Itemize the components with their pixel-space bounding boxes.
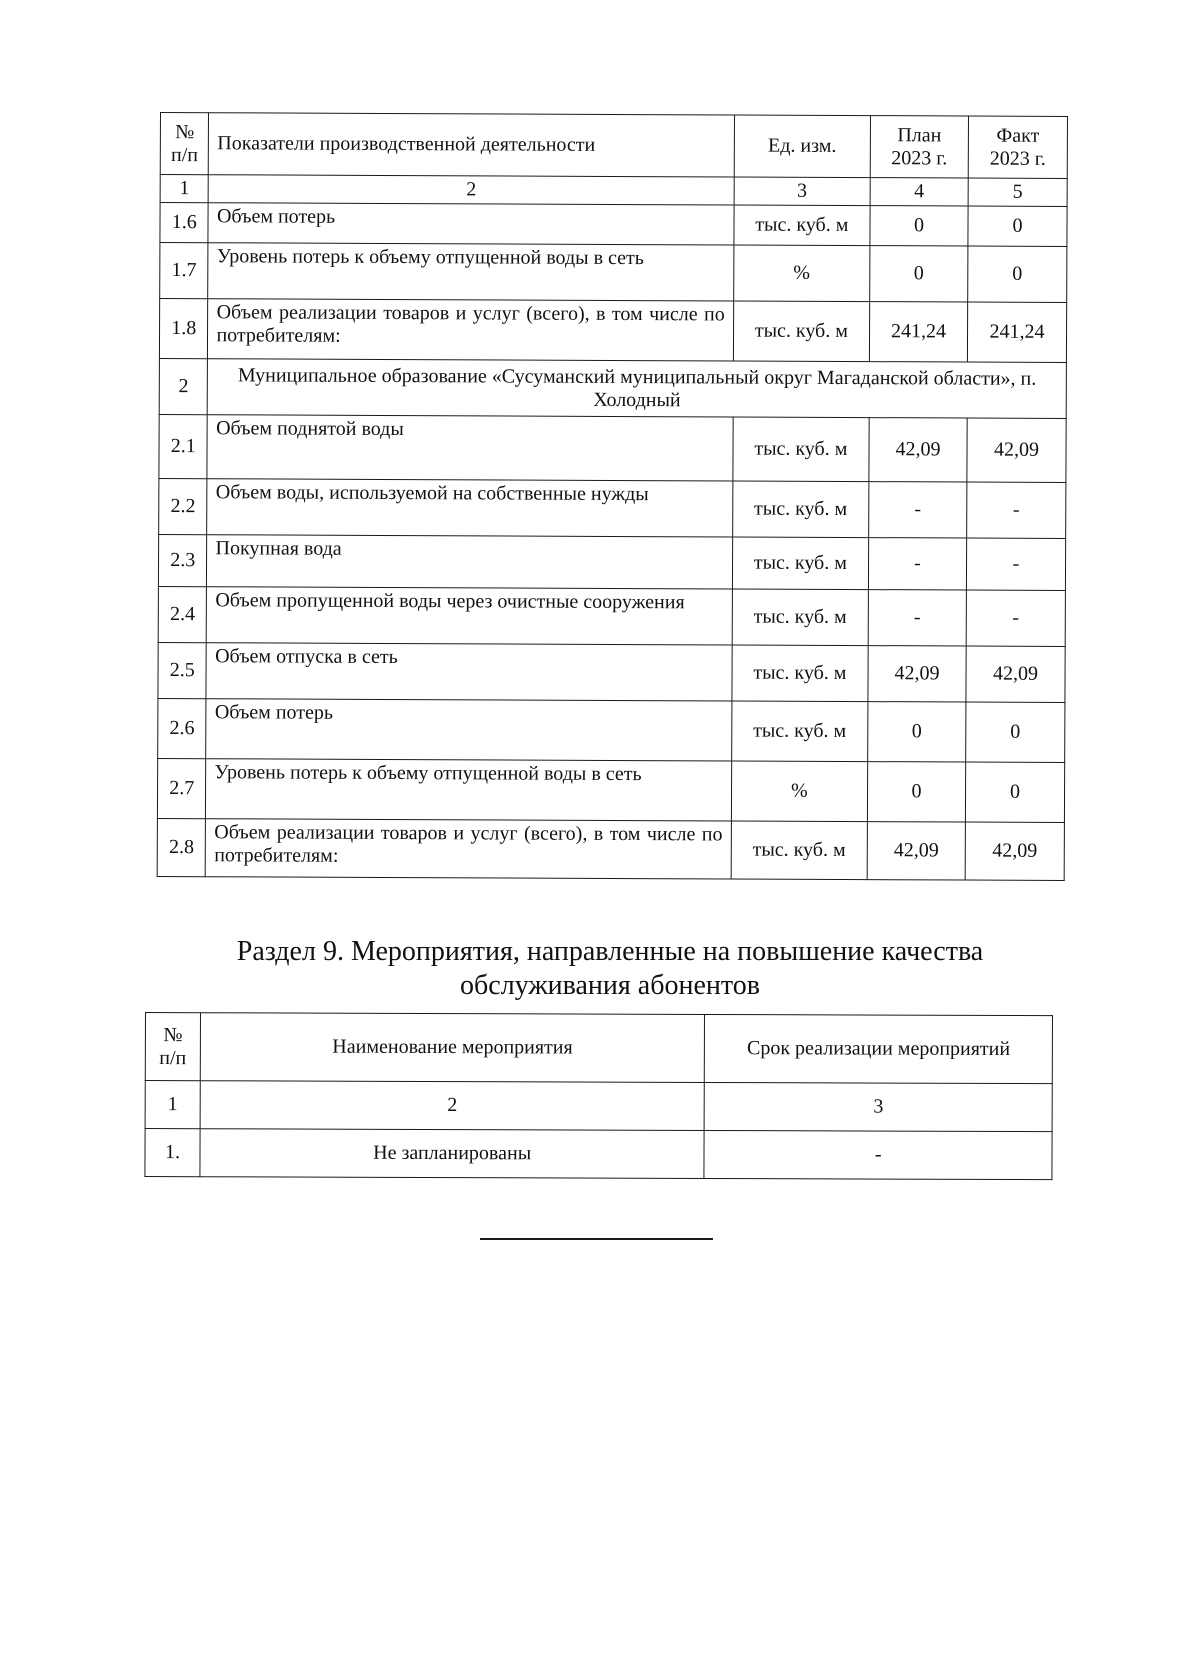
row-num: 2.1 <box>159 414 208 478</box>
table-row <box>159 414 1066 482</box>
indicator-name: Объем пропущенной воды через очистные сооружения <box>207 587 732 645</box>
production-indicators-body <box>157 113 1067 881</box>
service-measures-body <box>145 1013 1053 1180</box>
colnum-2: 2 <box>209 175 734 205</box>
plan-value: - <box>868 590 966 646</box>
fact-value: - <box>966 538 1065 590</box>
table-header-row <box>160 113 1067 179</box>
header-unit: Ед. изм. <box>734 115 871 178</box>
unit: тыс. куб. м <box>734 205 871 246</box>
row-num: 2.3 <box>158 534 207 586</box>
table-row <box>159 299 1066 363</box>
column-numbers-row <box>145 1081 1052 1132</box>
row-num: 2.2 <box>159 478 208 534</box>
header-term: Срок реализации мероприятий <box>705 1014 1053 1083</box>
plan-value: 0 <box>870 206 968 246</box>
row-num: 1. <box>145 1129 200 1177</box>
header-num: № п/п <box>145 1013 200 1081</box>
header-indicator: Показатели производственной деятельности <box>209 113 734 177</box>
plan-value: 0 <box>867 762 965 822</box>
fact-value: 0 <box>968 246 1067 302</box>
table-row <box>159 478 1066 538</box>
service-measures-table <box>144 1012 1053 1180</box>
plan-value: 42,09 <box>869 418 967 482</box>
colnum-4: 4 <box>870 178 968 206</box>
table-row <box>158 586 1065 646</box>
indicator-name: Объем воды, используемой на собственные нужды <box>207 479 732 537</box>
fact-value: 241,24 <box>967 302 1066 362</box>
plan-value: 0 <box>868 702 966 762</box>
fact-value: 42,09 <box>967 418 1066 482</box>
unit: тыс. куб. м <box>732 537 869 590</box>
unit: тыс. куб. м <box>732 645 869 702</box>
row-num: 2.7 <box>157 758 206 818</box>
row-num: 2.6 <box>158 698 207 758</box>
indicator-name: Объем реализации товаров и услуг (всего), в том числе по потребителям: <box>206 819 731 879</box>
colnum-5: 5 <box>968 178 1067 206</box>
indicator-name: Объем отпуска в сеть <box>206 643 731 701</box>
row-num: 2.8 <box>157 818 206 876</box>
plan-value: 0 <box>870 246 968 302</box>
indicator-name: Объем потерь <box>206 699 731 761</box>
colnum-1: 1 <box>145 1081 200 1129</box>
fact-value: 42,09 <box>965 822 1064 880</box>
row-num: 1.6 <box>160 203 209 243</box>
row-num: 2.4 <box>158 586 207 642</box>
fact-value: 0 <box>965 762 1064 822</box>
unit: тыс. куб. м <box>732 481 869 538</box>
production-indicators-table <box>157 112 1068 881</box>
table-header-row <box>145 1013 1052 1084</box>
indicator-name: Покупная вода <box>207 535 732 589</box>
header-plan: План 2023 г. <box>870 116 968 178</box>
row-num: 1.7 <box>160 243 209 299</box>
header-num: № п/п <box>160 113 209 175</box>
fact-value: 42,09 <box>966 646 1065 702</box>
section-name: Муниципальное образование «Сусуманский муниципальный округ Магаданской области», п. Холодный <box>208 359 1067 419</box>
measure-name: Не запланированы <box>200 1129 705 1179</box>
unit: тыс. куб. м <box>733 301 870 362</box>
term-value: - <box>704 1130 1052 1179</box>
row-num: 2.5 <box>158 642 207 698</box>
column-numbers-row <box>160 175 1067 207</box>
colnum-1: 1 <box>160 175 209 203</box>
unit: тыс. куб. м <box>731 701 868 762</box>
plan-value: 42,09 <box>868 646 966 702</box>
plan-value: 241,24 <box>869 302 967 362</box>
table-row <box>160 203 1067 247</box>
indicator-name: Объем поднятой воды <box>207 415 732 481</box>
indicator-name: Уровень потерь к объему отпущенной воды в сеть <box>206 759 731 821</box>
table-row <box>160 243 1067 303</box>
table-row <box>145 1129 1052 1180</box>
unit: % <box>731 761 868 822</box>
colnum-3: 3 <box>734 177 870 206</box>
row-num: 2 <box>159 358 208 414</box>
table-row <box>157 818 1064 880</box>
table-row <box>158 534 1065 590</box>
unit: % <box>733 245 870 302</box>
indicator-name: Объем реализации товаров и услуг (всего), в том числе по потребителям: <box>208 299 733 361</box>
indicator-name: Уровень потерь к объему отпущенной воды в сеть <box>208 243 733 301</box>
fact-value: 0 <box>966 702 1065 762</box>
plan-value: 42,09 <box>867 822 965 880</box>
section-row <box>159 358 1066 418</box>
plan-value: - <box>869 482 967 538</box>
row-num: 1.8 <box>159 299 208 359</box>
unit: тыс. куб. м <box>731 821 868 880</box>
fact-value: 0 <box>968 206 1067 246</box>
fact-value: - <box>966 590 1065 646</box>
plan-value: - <box>868 538 966 590</box>
table-row <box>157 758 1064 822</box>
fact-value: - <box>967 482 1066 538</box>
header-measure-name: Наименование мероприятия <box>200 1013 705 1083</box>
indicator-name: Объем потерь <box>208 203 733 245</box>
header-fact: Факт 2023 г. <box>968 116 1067 178</box>
table-row <box>158 698 1065 762</box>
end-divider-line <box>480 1238 713 1240</box>
table-row <box>158 642 1065 702</box>
colnum-2: 2 <box>200 1081 705 1131</box>
section-9-title: Раздел 9. Мероприятия, направленные на повышение качества обслуживания абонентов <box>236 936 984 1001</box>
colnum-3: 3 <box>704 1082 1052 1131</box>
unit: тыс. куб. м <box>733 417 870 482</box>
unit: тыс. куб. м <box>732 589 869 646</box>
